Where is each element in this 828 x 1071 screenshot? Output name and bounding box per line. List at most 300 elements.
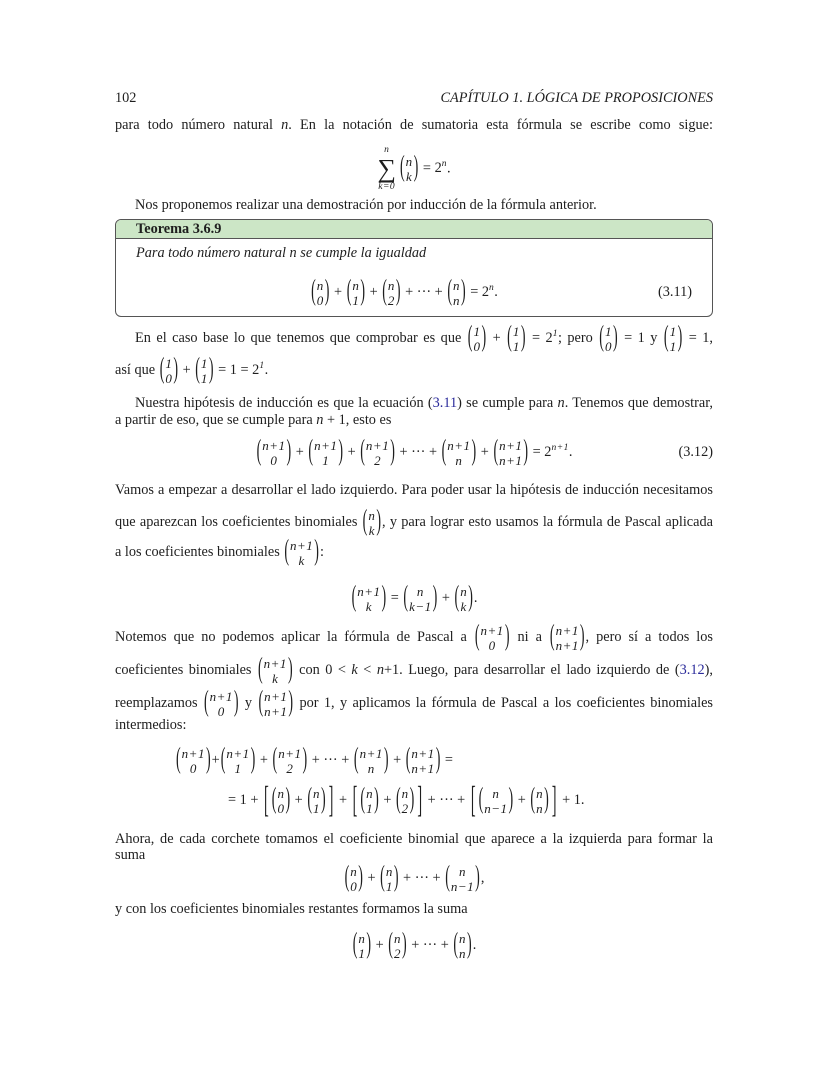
binomial-bottom: n−1 bbox=[450, 878, 475, 894]
text-run: , pero sí a todos los bbox=[585, 629, 713, 645]
binomial-top: n bbox=[460, 583, 468, 599]
right-paren: ) bbox=[390, 435, 395, 468]
left-paren: ( bbox=[351, 581, 357, 614]
right-paren: ) bbox=[413, 151, 419, 185]
binomial-coefficient bbox=[530, 783, 549, 816]
sigma-symbol: ∑ bbox=[377, 154, 396, 183]
binomial-stack bbox=[351, 278, 360, 308]
binomial-coefficient bbox=[447, 275, 466, 308]
left-paren: ( bbox=[493, 435, 499, 468]
binomial-stack bbox=[535, 786, 544, 816]
display-equation bbox=[115, 925, 713, 965]
binomial-top: n+1 bbox=[447, 437, 471, 453]
binomial-stack bbox=[410, 746, 435, 776]
right-paren: ) bbox=[481, 321, 487, 354]
binomial-stack bbox=[277, 746, 302, 776]
right-paren: ) bbox=[250, 743, 256, 776]
left-paren: ( bbox=[272, 743, 278, 776]
left-paren: ( bbox=[271, 783, 277, 816]
binomial-bottom: k bbox=[460, 598, 467, 614]
right-paren: ) bbox=[395, 275, 401, 308]
right-paren: ) bbox=[504, 620, 510, 653]
binomial-coefficient bbox=[493, 435, 529, 468]
binomial-bottom: n bbox=[459, 945, 467, 961]
binomial-bottom: k bbox=[272, 670, 279, 686]
binomial-coefficient bbox=[220, 743, 256, 776]
binomial-stack bbox=[289, 538, 314, 568]
paragraph-line bbox=[115, 889, 713, 929]
right-paren: ) bbox=[612, 321, 618, 354]
binomial-bottom: 0 bbox=[473, 338, 481, 354]
binomial-top: n+1 bbox=[499, 437, 523, 453]
binomial-top: n+1 bbox=[359, 745, 383, 761]
binomial-stack bbox=[313, 438, 338, 468]
right-paren: ) bbox=[205, 743, 211, 776]
binomial-coefficient bbox=[403, 581, 438, 614]
text-run: En el caso base lo que tenemos que comprobar es que bbox=[135, 330, 467, 346]
left-paren: ( bbox=[447, 275, 452, 308]
binomial-coefficient bbox=[176, 743, 211, 776]
binomial-stack bbox=[359, 746, 384, 776]
text-run: ni a bbox=[510, 629, 549, 645]
binomial-coefficient bbox=[453, 928, 472, 961]
binomial-stack bbox=[316, 278, 325, 308]
exponent-value: n bbox=[489, 283, 495, 294]
right-paren: ) bbox=[358, 861, 363, 894]
binomial-bottom: 0 bbox=[350, 878, 358, 894]
binomial-stack bbox=[261, 438, 286, 468]
left-paren: ( bbox=[311, 275, 316, 308]
right-paren: ) bbox=[374, 783, 379, 816]
text-run: = bbox=[529, 444, 545, 460]
left-paren: ( bbox=[400, 151, 405, 185]
square-bracket: ] bbox=[551, 779, 557, 822]
square-bracket: [ bbox=[352, 779, 358, 822]
binomial-bottom: n bbox=[367, 760, 375, 776]
math-variable: n bbox=[376, 662, 384, 678]
square-bracket: ] bbox=[328, 779, 334, 822]
right-paren: ) bbox=[435, 743, 441, 776]
left-paren: ( bbox=[353, 743, 359, 776]
binomial-coefficient bbox=[308, 435, 344, 468]
binomial-bottom: 1 bbox=[669, 338, 677, 354]
text-run: = bbox=[387, 590, 403, 606]
binomial-top: n bbox=[393, 930, 401, 946]
text-run: + bbox=[292, 444, 308, 460]
right-paren: ) bbox=[381, 581, 387, 614]
binomial-bottom: 1 bbox=[313, 800, 320, 816]
exponent-value: 1 bbox=[552, 329, 558, 340]
binomial-coefficient bbox=[195, 353, 214, 386]
display-equation bbox=[115, 780, 713, 820]
binomial-bottom: 2 bbox=[393, 945, 401, 961]
text-run: + bbox=[330, 284, 346, 300]
chapter-title: CAPÍTULO 1. LÓGICA DE PROPOSICIONES bbox=[440, 90, 713, 106]
binomial-top: n bbox=[316, 277, 324, 293]
binomial-top: n+1 bbox=[555, 622, 579, 638]
binomial-bottom: 0 bbox=[604, 338, 612, 354]
text-run: . En la notación de sumatoria esta fórmula se escribe como sigue: bbox=[288, 117, 714, 133]
left-paren: ( bbox=[346, 275, 352, 308]
binomial-bottom: n bbox=[455, 452, 463, 468]
binomial-top: 1 bbox=[165, 355, 173, 371]
text-run: + ··· + bbox=[401, 284, 447, 300]
binomial-top: n bbox=[401, 785, 409, 801]
right-paren: ) bbox=[579, 620, 585, 653]
paragraph-line bbox=[115, 105, 713, 145]
binomial-stack bbox=[200, 356, 209, 386]
text-run: + ··· + bbox=[399, 870, 445, 886]
binomial-top: n bbox=[387, 277, 395, 293]
text-run: + bbox=[366, 284, 382, 300]
binomial-coefficient bbox=[474, 620, 510, 653]
right-paren: ) bbox=[314, 535, 319, 568]
right-paren: ) bbox=[544, 783, 549, 816]
binomial-bottom: 2 bbox=[374, 452, 382, 468]
binomial-top: n+1 bbox=[411, 745, 435, 761]
text-run: a los coeficientes binomiales bbox=[115, 544, 284, 560]
binomial-coefficient bbox=[441, 435, 477, 468]
text-run: . bbox=[494, 284, 498, 300]
right-paren: ) bbox=[467, 928, 472, 961]
right-paren: ) bbox=[288, 686, 294, 719]
text-run: + ··· + bbox=[407, 937, 453, 953]
text-run: + bbox=[438, 590, 454, 606]
power-base: 2 bbox=[545, 330, 553, 346]
text-run: con 0 < bbox=[293, 662, 352, 678]
exponent bbox=[551, 443, 568, 453]
binomial-top: n bbox=[358, 930, 366, 946]
text-run: + ··· + bbox=[424, 792, 469, 808]
binomial-bottom: 0 bbox=[270, 452, 278, 468]
binomial-coefficient bbox=[395, 783, 415, 816]
binomial-top: 1 bbox=[512, 323, 520, 339]
text-run: + bbox=[363, 870, 380, 886]
text-run: Nos proponemos realizar una demostración por inducción de la fórmula anterior. bbox=[135, 197, 597, 213]
text-run: así que bbox=[115, 362, 159, 378]
right-paren: ) bbox=[508, 783, 514, 816]
binomial-coefficient bbox=[478, 783, 514, 816]
binomial-bottom: n−1 bbox=[484, 800, 508, 816]
left-paren: ( bbox=[474, 620, 480, 653]
left-paren: ( bbox=[388, 928, 393, 961]
text-run: , y para lograr esto usamos la fórmula de Pascal aplicada bbox=[382, 514, 713, 530]
text-run: = bbox=[441, 752, 453, 768]
binomial-stack bbox=[263, 656, 288, 686]
binomial-bottom: n+1 bbox=[555, 637, 579, 653]
right-paren: ) bbox=[287, 653, 293, 686]
binomial-coefficient bbox=[454, 581, 473, 614]
page-number: 102 bbox=[115, 90, 137, 106]
binomial-stack bbox=[357, 931, 366, 961]
binomial-coefficient bbox=[307, 783, 326, 816]
display-equation bbox=[115, 740, 713, 780]
binomial-coefficient bbox=[346, 275, 366, 308]
text-run: = 1 = bbox=[214, 362, 253, 378]
text-run: . bbox=[446, 160, 451, 177]
left-paren: ( bbox=[159, 353, 165, 386]
text-run: coeficientes binomiales bbox=[115, 662, 257, 678]
binomial-bottom: 1 bbox=[358, 945, 366, 961]
right-paren: ) bbox=[523, 435, 529, 468]
binomial-top: n bbox=[385, 863, 393, 879]
text-run: intermedios: bbox=[115, 717, 187, 733]
left-paren: ( bbox=[441, 435, 447, 468]
sum-lower-value: k=0 bbox=[378, 182, 396, 192]
binomial-stack bbox=[483, 786, 508, 816]
binomial-stack bbox=[225, 746, 250, 776]
binomial-top: n bbox=[492, 785, 500, 801]
power bbox=[546, 330, 558, 346]
text-run: + bbox=[179, 362, 195, 378]
binomial-coefficient bbox=[271, 783, 291, 816]
left-paren: ( bbox=[454, 581, 460, 614]
binomial-bottom: k bbox=[368, 522, 375, 538]
binomial-bottom: k bbox=[406, 169, 413, 184]
power bbox=[544, 444, 569, 460]
binomial-coefficient bbox=[272, 743, 308, 776]
binomial-top: n+1 bbox=[290, 537, 314, 553]
binomial-top: n+1 bbox=[262, 437, 286, 453]
right-paren: ) bbox=[409, 783, 415, 816]
binomial-stack bbox=[164, 356, 173, 386]
binomial-bottom: n bbox=[452, 292, 460, 308]
binomial-coefficient bbox=[360, 435, 395, 468]
text-run: = 1 + bbox=[228, 792, 262, 808]
left-paren: ( bbox=[530, 783, 536, 816]
binomial-bottom: n+1 bbox=[499, 452, 523, 468]
binomial-bottom: 2 bbox=[387, 292, 395, 308]
binomial-top: n bbox=[459, 863, 467, 879]
right-paren: ) bbox=[677, 321, 683, 354]
text-run: = 1, bbox=[683, 330, 714, 346]
binomial-stack bbox=[459, 584, 468, 614]
binomial-top: n+1 bbox=[314, 437, 338, 453]
left-paren: ( bbox=[380, 861, 385, 894]
left-paren: ( bbox=[362, 505, 368, 538]
binomial-top: n bbox=[277, 785, 285, 801]
text-run: + bbox=[389, 752, 405, 768]
text-run: Ahora, de cada corchete tomamos el coeficiente binomial que aparece a la izquierda para formar la bbox=[115, 831, 713, 847]
left-paren: ( bbox=[284, 535, 290, 568]
binomial-bottom: 0 bbox=[488, 637, 496, 653]
paragraph-line bbox=[115, 532, 713, 572]
power-base: 2 bbox=[544, 444, 552, 460]
right-paren: ) bbox=[401, 928, 407, 961]
binomial-bottom: 1 bbox=[366, 800, 374, 816]
binomial-top: n+1 bbox=[263, 655, 287, 671]
left-paren: ( bbox=[403, 581, 409, 614]
right-paren: ) bbox=[376, 505, 381, 538]
binomial-top: n+1 bbox=[181, 745, 205, 761]
binomial-coefficient bbox=[159, 353, 179, 386]
binomial-top: n+1 bbox=[357, 583, 381, 599]
left-paren: ( bbox=[549, 620, 555, 653]
binomial-stack bbox=[555, 623, 580, 653]
theorem-equation-body bbox=[310, 275, 498, 308]
binomial-bottom: 1 bbox=[385, 878, 393, 894]
display-equation bbox=[115, 578, 713, 618]
right-paren: ) bbox=[393, 861, 399, 894]
math-variable: n bbox=[281, 117, 289, 133]
left-paren: ( bbox=[352, 928, 358, 961]
text-run: Vamos a empezar a desarrollar el lado izquierdo. Para poder usar la hipótesis de inducción necesitamos bbox=[115, 482, 713, 498]
binomial-stack bbox=[276, 786, 285, 816]
text-run: ; pero bbox=[557, 330, 599, 346]
left-paren: ( bbox=[663, 321, 669, 354]
text-run: + ··· + bbox=[395, 444, 441, 460]
binomial-top: n+1 bbox=[209, 688, 233, 704]
binomial-bottom: 2 bbox=[401, 800, 409, 816]
left-paren: ( bbox=[507, 321, 512, 354]
binomial-bottom: n bbox=[536, 800, 544, 816]
binomial-stack bbox=[408, 584, 433, 614]
binomial-top: n bbox=[416, 583, 424, 599]
square-bracket: ] bbox=[417, 779, 423, 822]
binomial-stack bbox=[405, 154, 414, 184]
power-base: 2 bbox=[434, 160, 442, 177]
right-paren: ) bbox=[360, 275, 366, 308]
text-run: y bbox=[239, 695, 258, 711]
text-run: = 1 y bbox=[618, 330, 663, 346]
text-run: por 1, y aplicamos la fórmula de Pascal a los coeficientes binomiales bbox=[294, 695, 713, 711]
text-run: ) se cumple para bbox=[457, 395, 558, 411]
text-run: reemplazamos bbox=[115, 695, 203, 711]
binomial-top: n+1 bbox=[480, 622, 504, 638]
theorem-text: Para todo número natural n se cumple la igualdad bbox=[136, 245, 427, 261]
binomial-bottom: 1 bbox=[200, 370, 208, 386]
binomial-top: 1 bbox=[473, 323, 481, 339]
binomial-top: n+1 bbox=[264, 688, 288, 704]
binomial-stack bbox=[480, 623, 505, 653]
power-base: 2 bbox=[252, 362, 260, 378]
left-paren: ( bbox=[256, 435, 262, 468]
binomial-top: n bbox=[368, 507, 376, 523]
binomial-bottom: 0 bbox=[189, 760, 197, 776]
binomial-bottom: k bbox=[365, 598, 373, 614]
text-run: + 1, esto es bbox=[323, 412, 392, 428]
text-run: y con los coeficientes binomiales restantes formamos la suma bbox=[115, 901, 468, 917]
right-paren: ) bbox=[324, 275, 330, 308]
left-paren: ( bbox=[195, 353, 200, 386]
binomial-coefficient bbox=[351, 581, 387, 614]
exponent-value: n bbox=[441, 159, 447, 170]
left-paren: ( bbox=[445, 861, 450, 894]
binomial-coefficient bbox=[257, 653, 293, 686]
left-paren: ( bbox=[308, 435, 314, 468]
binomial-top: n bbox=[405, 154, 413, 169]
binomial-bottom: k−1 bbox=[409, 598, 432, 614]
text-run: = bbox=[419, 160, 435, 177]
binomial-top: n bbox=[366, 785, 374, 801]
text-run: + bbox=[291, 792, 307, 808]
text-run: + 1. bbox=[558, 792, 585, 808]
binomial-stack bbox=[387, 278, 396, 308]
binomial-top: n bbox=[452, 277, 460, 293]
display-equation bbox=[115, 145, 713, 192]
left-paren: ( bbox=[382, 275, 387, 308]
right-paren: ) bbox=[520, 321, 526, 354]
power bbox=[482, 284, 494, 300]
text-run: + bbox=[477, 444, 493, 460]
left-paren: ( bbox=[395, 783, 401, 816]
binomial-stack bbox=[365, 786, 374, 816]
binomial-stack bbox=[458, 931, 467, 961]
binomial-bottom: 1 bbox=[512, 338, 520, 354]
binomial-top: n bbox=[350, 863, 358, 879]
text-run: + bbox=[487, 330, 507, 346]
equation-number: (3.11) bbox=[657, 284, 692, 300]
text-run: , bbox=[480, 870, 485, 886]
text-run: + bbox=[372, 937, 388, 953]
text-run: Nuestra hipótesis de inducción es que la ecuación ( bbox=[135, 395, 433, 411]
text-run: < bbox=[357, 662, 377, 678]
right-paren: ) bbox=[383, 743, 389, 776]
text-run: +1. Luego, para desarrollar el lado izquierdo de ( bbox=[383, 662, 680, 678]
text-run: a partir de eso, que se cumple para bbox=[115, 412, 317, 428]
text-run: Notemos que no podemos aplicar la fórmula de Pascal a bbox=[115, 629, 474, 645]
binomial-stack bbox=[498, 438, 523, 468]
binomial-coefficient bbox=[360, 783, 379, 816]
binomial-top: 1 bbox=[669, 323, 677, 339]
binomial-top: n bbox=[352, 277, 360, 293]
math-variable: k bbox=[351, 662, 358, 678]
binomial-bottom: 0 bbox=[217, 703, 225, 719]
text-run: = bbox=[526, 330, 546, 346]
paragraph-line bbox=[115, 185, 713, 225]
right-paren: ) bbox=[285, 783, 291, 816]
left-paren: ( bbox=[344, 861, 350, 894]
binomial-bottom: 1 bbox=[352, 292, 360, 308]
right-paren: ) bbox=[173, 353, 179, 386]
power-base: 2 bbox=[481, 284, 490, 300]
equation-ref-link[interactable]: 3.12 bbox=[679, 662, 705, 678]
text-run: + bbox=[514, 792, 530, 808]
left-paren: ( bbox=[360, 783, 366, 816]
right-paren: ) bbox=[321, 783, 326, 816]
theorem-box bbox=[115, 219, 713, 317]
equation-ref-link[interactable]: 3.11 bbox=[432, 395, 458, 411]
text-run: para todo número natural bbox=[115, 117, 282, 133]
right-paren: ) bbox=[468, 581, 473, 614]
binomial-stack bbox=[365, 438, 390, 468]
binomial-stack bbox=[356, 584, 381, 614]
text-run: : bbox=[319, 544, 324, 560]
exponent-value: 1 bbox=[259, 361, 265, 372]
text-run: + bbox=[211, 752, 220, 768]
binomial-coefficient bbox=[352, 928, 372, 961]
text-run: + bbox=[344, 444, 360, 460]
left-paren: ( bbox=[307, 783, 312, 816]
binomial-coefficient bbox=[353, 743, 389, 776]
binomial-coefficient bbox=[284, 535, 319, 568]
right-paren: ) bbox=[366, 928, 372, 961]
binomial-top: n bbox=[459, 930, 467, 946]
binomial-top: 1 bbox=[200, 355, 208, 371]
power bbox=[252, 362, 264, 378]
square-bracket: [ bbox=[470, 779, 476, 822]
binomial-stack bbox=[401, 786, 410, 816]
left-paren: ( bbox=[405, 743, 411, 776]
math-variable: n bbox=[316, 412, 324, 428]
text-run: + bbox=[335, 792, 351, 808]
right-paren: ) bbox=[471, 435, 477, 468]
left-paren: ( bbox=[258, 686, 264, 719]
binomial-top: n+1 bbox=[226, 745, 250, 761]
square-bracket: [ bbox=[264, 779, 269, 822]
right-paren: ) bbox=[302, 743, 308, 776]
text-run: . bbox=[472, 937, 477, 953]
